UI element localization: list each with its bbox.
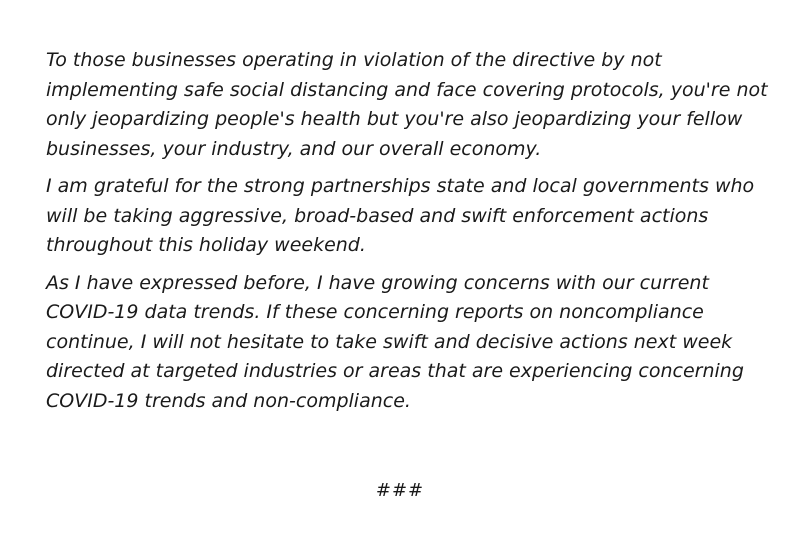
paragraph-businesses-violation: To those businesses operating in violation of the directive by not implementing safe social distancing and face covering protocols, you're not only jeopardizing people's health but you're also jeopardizing your fellow businesses, your industry, and our overall economy. xyxy=(46,49,768,160)
end-mark: ### xyxy=(375,480,425,501)
paragraph-partnerships: I am grateful for the strong partnerships state and local governments who will be taking aggressive, broad-based and swift enforcement actions throughout this holiday weekend. xyxy=(46,175,755,256)
paragraph-covid-concerns: As I have expressed before, I have growing concerns with our current COVID-19 data trends. If these concerning reports on noncompliance continue, I will not hesitate to take swift and decisive actions next week directed at targeted industries or areas that are experiencing concerning COVID-19 trends and non-compliance. xyxy=(46,271,744,412)
statement-body xyxy=(46,46,776,424)
